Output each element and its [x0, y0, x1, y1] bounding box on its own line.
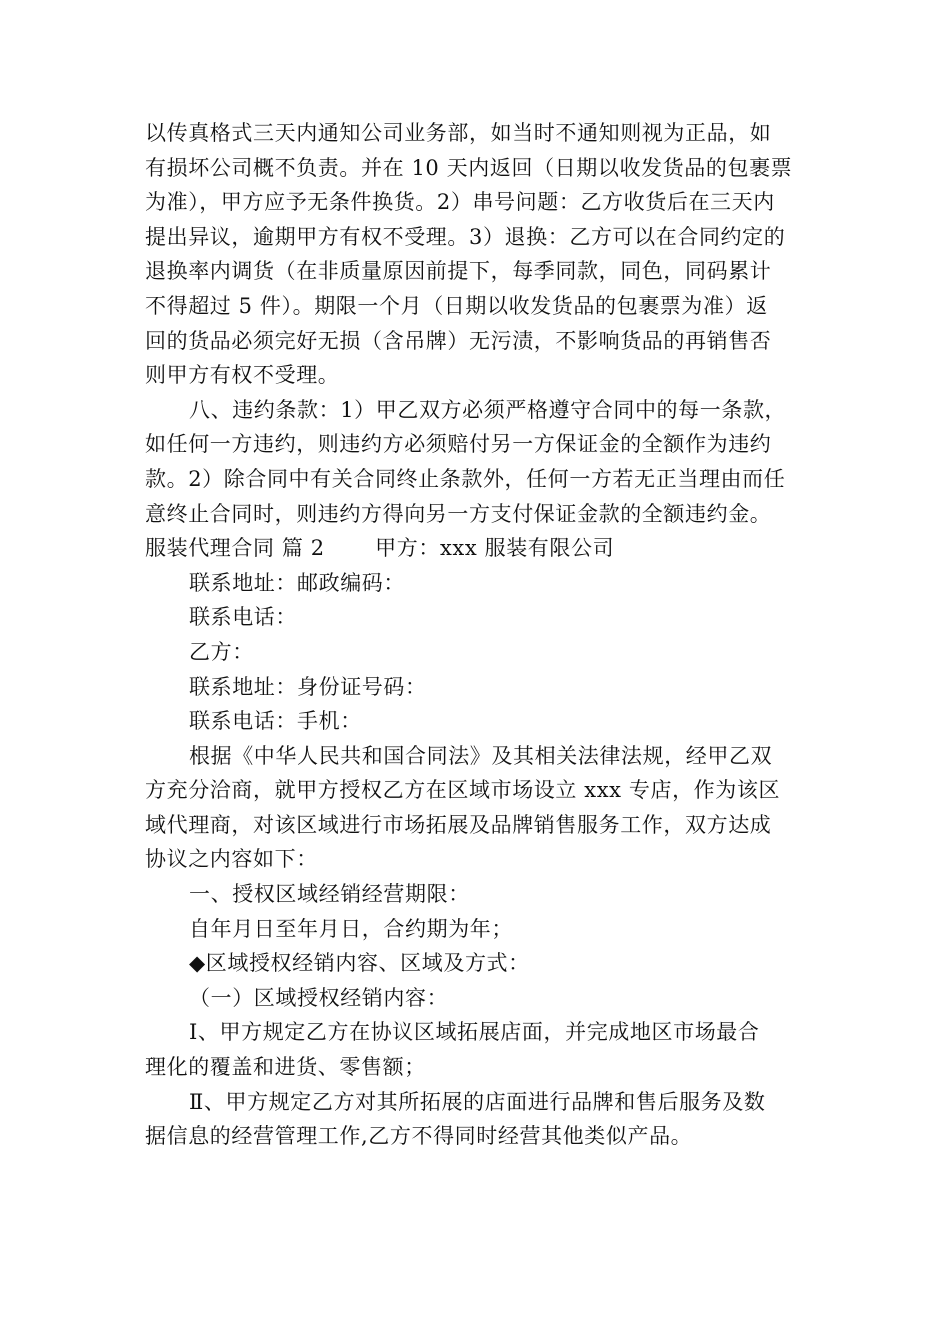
- text-line: 联系电话：手机：: [189, 709, 362, 734]
- text-line: 乙方：: [189, 639, 254, 664]
- text-line: Ⅰ、甲方规定乙方在协议区域拓展店面，并完成地区市场最合: [189, 1020, 760, 1045]
- text-line: 自年月日至年月日，合约期为年；: [189, 916, 513, 941]
- section-heading: 服装代理合同 篇 2 甲方：xxx 服装有限公司: [145, 536, 615, 561]
- text-line: 方充分洽商，就甲方授权乙方在区域市场设立 xxx 专店，作为该区: [145, 778, 781, 803]
- text-line: ◆区域授权经销内容、区域及方式：: [189, 951, 530, 976]
- text-line: 联系地址：邮政编码：: [189, 570, 405, 595]
- text-line: 八、违约条款：1）甲乙双方必须严格遵守合同中的每一条款，: [189, 397, 787, 422]
- text-line: 则甲方有权不受理。: [145, 363, 340, 388]
- document-body: [145, 116, 807, 1154]
- text-line: 根据《中华人民共和国合同法》及其相关法律法规，经甲乙双: [189, 743, 773, 768]
- text-line: 意终止合同时，则违约方得向另一方支付保证金款的全额违约金。: [145, 501, 772, 526]
- text-line: 如任何一方违约，则违约方必须赔付另一方保证金的全额作为违约: [145, 432, 772, 457]
- text-line: （一）区域授权经销内容：: [189, 985, 449, 1010]
- text-line: 域代理商，对该区域进行市场拓展及品牌销售服务工作，双方达成: [145, 812, 772, 837]
- text-line: 有损坏公司概不负责。并在 10 天内返回（日期以收发货品的包裹票: [145, 155, 793, 180]
- text-line: 协议之内容如下：: [145, 847, 318, 872]
- text-line: 理化的覆盖和进货、零售额；: [145, 1055, 426, 1080]
- text-line: 提出异议，逾期甲方有权不受理。3）退换：乙方可以在合同约定的: [145, 224, 786, 249]
- text-line: 据信息的经营管理工作,乙方不得同时经营其他类似产品。: [145, 1124, 693, 1149]
- text-line: 不得超过 5 件）。期限一个月（日期以收发货品的包裹票为准）返: [145, 293, 768, 318]
- text-line: 联系电话：: [189, 605, 297, 630]
- text-line: 一、授权区域经销经营期限：: [189, 882, 470, 907]
- text-line: 为准），甲方应予无条件换货。2）串号问题：乙方收货后在三天内: [145, 190, 775, 215]
- text-line: 以传真格式三天内通知公司业务部，如当时不通知则视为正品，如: [145, 121, 772, 145]
- text-line: 回的货品必须完好无损（含吊牌）无污渍，不影响货品的再销售否: [145, 328, 772, 353]
- text-line: 联系地址：身份证号码：: [189, 674, 427, 699]
- text-line: 退换率内调货（在非质量原因前提下，每季同款，同色，同码累计: [145, 259, 772, 284]
- text-line: 款。2）除合同中有关合同终止条款外，任何一方若无正当理由而任: [145, 466, 786, 491]
- text-line: Ⅱ、甲方规定乙方对其所拓展的店面进行品牌和售后服务及数: [189, 1089, 766, 1114]
